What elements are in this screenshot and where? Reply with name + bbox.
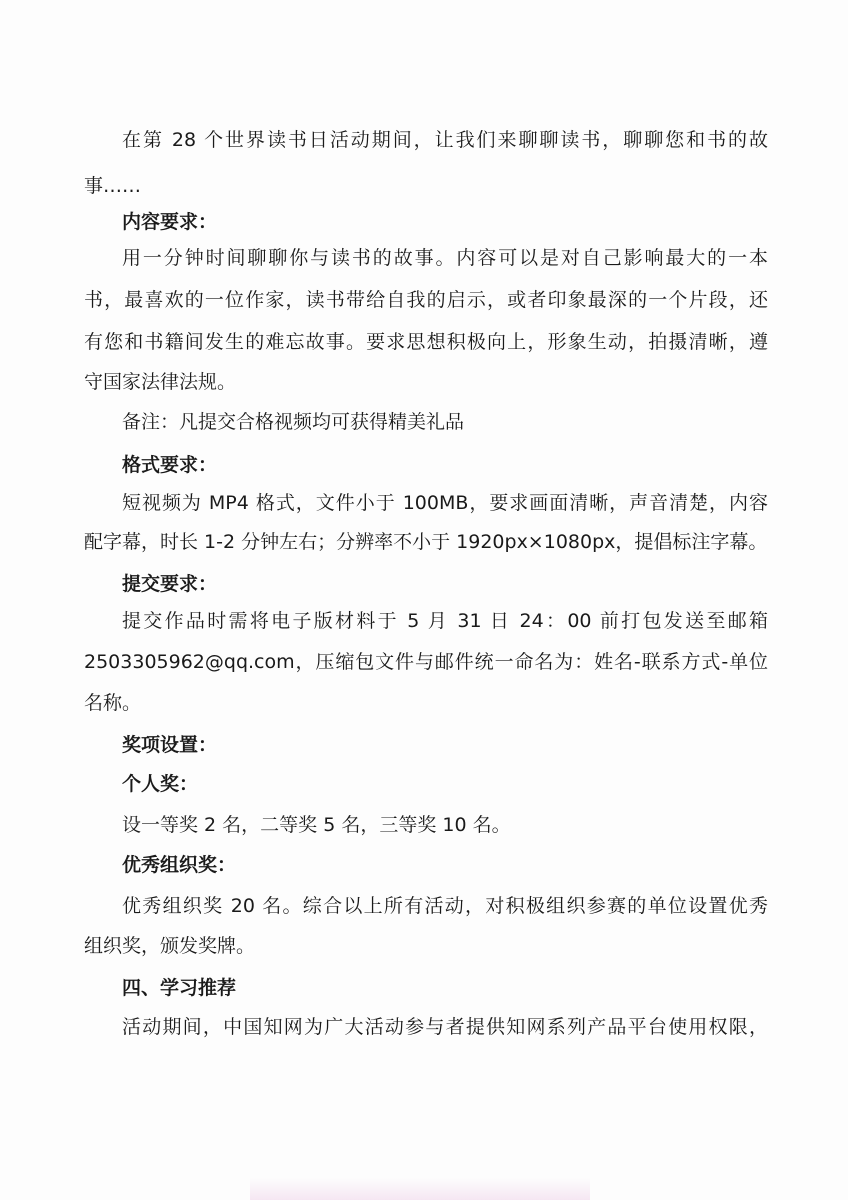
content-req-line-2: 书，最喜欢的一位作家，读书带给自我的启示，或者印象最深的一个片段，还 bbox=[84, 289, 768, 311]
intro-line-1: 在第 28 个世界读书日活动期间，让我们来聊聊读书，聊聊您和书的故 bbox=[122, 129, 768, 151]
section4-line-1: 活动期间，中国知网为广大活动参与者提供知网系列产品平台使用权限， bbox=[122, 1016, 768, 1038]
format-req-line-1: 短视频为 MP4 格式，文件小于 100MB，要求画面清晰，声音清楚，内容 bbox=[122, 492, 768, 514]
format-req-line-2: 配字幕，时长 1-2 分钟左右；分辨率不小于 1920px×1080px，提倡标注字幕。 bbox=[84, 531, 768, 553]
individual-award-heading: 个人奖： bbox=[122, 773, 199, 795]
org-award-line-2: 组织奖，颁发奖牌。 bbox=[84, 935, 256, 957]
org-award-heading: 优秀组织奖： bbox=[122, 854, 237, 876]
content-req-line-1: 用一分钟时间聊聊你与读书的故事。内容可以是对自己影响最大的一本 bbox=[122, 247, 768, 269]
content-req-heading: 内容要求： bbox=[122, 211, 218, 233]
intro-line-2: 事…… bbox=[84, 175, 142, 197]
content-req-line-3: 有您和书籍间发生的难忘故事。要求思想积极向上，形象生动，拍摄清晰，遵 bbox=[84, 331, 768, 353]
section4-heading: 四、学习推荐 bbox=[122, 977, 237, 999]
submit-req-line-3: 名称。 bbox=[84, 692, 142, 714]
submit-req-line-2: 2503305962@qq.com，压缩包文件与邮件统一命名为：姓名-联系方式-单位 bbox=[84, 651, 768, 673]
awards-heading: 奖项设置： bbox=[122, 734, 218, 756]
note-line: 备注：凡提交合格视频均可获得精美礼品 bbox=[122, 411, 465, 433]
format-req-heading: 格式要求： bbox=[122, 454, 218, 476]
bottom-stamp-edge bbox=[250, 1178, 590, 1200]
individual-award-text: 设一等奖 2 名，二等奖 5 名，三等奖 10 名。 bbox=[122, 814, 511, 836]
org-award-line-1: 优秀组织奖 20 名。综合以上所有活动，对积极组织参赛的单位设置优秀 bbox=[122, 895, 768, 917]
submit-req-heading: 提交要求： bbox=[122, 573, 218, 595]
submit-req-line-1: 提交作品时需将电子版材料于 5 月 31 日 24：00 前打包发送至邮箱 bbox=[122, 610, 768, 632]
content-req-line-4: 守国家法律法规。 bbox=[84, 371, 237, 393]
